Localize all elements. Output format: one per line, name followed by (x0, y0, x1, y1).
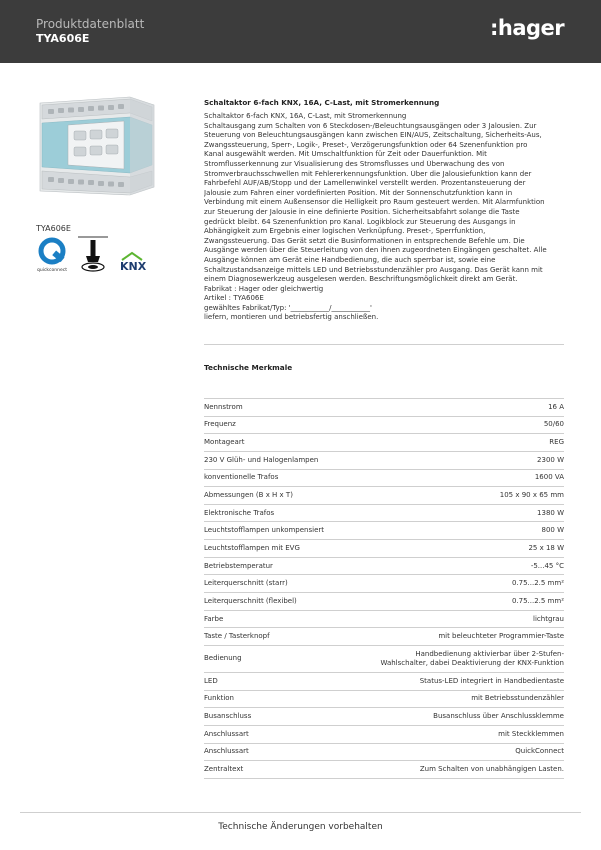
description-line: Abhängigkeit zum Ergebnis einer logischen Verknüpfung. Preset-, Sperrfunktion, (204, 227, 486, 236)
spec-value: mit Steckklemmen (498, 729, 564, 738)
spec-value: lichtgrau (533, 614, 564, 623)
footer-note: Technische Änderungen vorbehalten (218, 822, 383, 832)
spec-value: -5...45 °C (530, 561, 564, 570)
spec-label: Nennstrom (204, 402, 243, 411)
spec-label: Betriebstemperatur (204, 561, 273, 570)
knx-icon (118, 236, 158, 274)
spec-value: Status-LED integriert in Handbedientaste (419, 676, 564, 685)
spec-row (204, 399, 564, 417)
spec-row (204, 628, 564, 646)
document-code: TYA606E (36, 32, 90, 45)
hager-logo (490, 16, 570, 44)
spec-row (204, 487, 564, 505)
description-line: Jalousie zum Fahren einer vordefinierten Position. Mit der Sonnenschutzfunktion kann in (204, 188, 513, 197)
spec-row (204, 522, 564, 540)
spec-row (204, 672, 564, 690)
spec-label: Leiterquerschnitt (starr) (204, 579, 288, 588)
spec-row (204, 451, 564, 469)
spec-value: mit Betriebsstundenzähler (471, 694, 564, 703)
description-line: gewähltes Fabrikat/Typ: '___________/___________' (204, 303, 372, 312)
description-line: einem Diagnosewerkzeug ausgelesen werden. Beschriftungsmöglichkeit direkt am Gerät. (204, 275, 518, 284)
logo-text: :hager (490, 16, 565, 40)
spec-label: LED (204, 676, 218, 685)
spec-value: QuickConnect (515, 747, 564, 756)
description-line: Steuerung von Beleuchtungsausgängen kann zwischen EIN/AUS, Zeitschaltung, Sicherheits-Aus, (204, 131, 542, 140)
spec-row (204, 645, 564, 672)
section-divider (204, 344, 564, 345)
description-line: Kanal ausgewählt werden. Mit Umschaltfunktion für Zeit oder Dauerfunktion. Mit (204, 150, 487, 159)
description-line: Schaltausgang zum Schalten von 6 Steckdosen-/Beleuchtungsausgängen oder 3 Jalousien. Zur (204, 121, 537, 130)
knx-label: KNX (120, 260, 147, 273)
spec-value: 0.75...2.5 mm² (511, 596, 564, 605)
spec-value (346, 645, 564, 672)
page-header (0, 0, 601, 63)
spec-value: REG (549, 438, 564, 447)
spec-label: Busanschluss (204, 712, 252, 721)
spec-row (204, 610, 564, 628)
spec-label: Abmessungen (B x H x T) (204, 491, 293, 500)
spec-value: 16 A (548, 402, 564, 411)
spec-label: 230 V Glüh- und Halogenlampen (204, 455, 319, 464)
spec-label: konventionelle Trafos (204, 473, 279, 482)
spec-value: 50/60 (543, 420, 564, 429)
description-line: liefern, montieren und betriebsfertig anschließen. (204, 313, 379, 322)
description-line: Fabrikat : Hager oder gleichwertig (204, 284, 324, 293)
spec-row (204, 690, 564, 708)
description-line: Zwangssteuerung. Das Gerät setzt die Businformationen in entsprechende Befehle um. Die (204, 236, 525, 245)
spec-row (204, 743, 564, 761)
spec-value: Zum Schalten von unabhängigen Lasten. (419, 764, 564, 773)
spec-value-line: Handbedienung aktivierbar über 2-Stufen- (415, 649, 564, 658)
spec-label: Funktion (204, 694, 234, 703)
spec-value: mit beleuchteter Programmier-Taste (438, 632, 564, 641)
spec-value: 105 x 90 x 65 mm (499, 491, 564, 500)
description-line: Schaltzustandsanzeige mittels LED und Betriebsstundenzähler pro Ausgang. Das Gerät kann mit (204, 265, 543, 274)
spec-row (204, 761, 564, 779)
description-line: Fahrbefehl AUF/AB/Stopp und der Lamellenwinkel verstellt werden. Prozentansteuerung der (204, 179, 526, 188)
description-line: Artikel : TYA606E (204, 294, 264, 303)
spec-row (204, 708, 564, 726)
spec-row (204, 725, 564, 743)
spec-label: Anschlussart (204, 747, 249, 756)
spec-value-line: Wahlschalter, dabei Deaktivierung der KNX-Funktion (380, 658, 564, 667)
spec-row (204, 540, 564, 558)
spec-row (204, 416, 564, 434)
specs-table (204, 398, 564, 779)
spec-value: 1600 VA (534, 473, 564, 482)
screwdriver-icon (78, 236, 108, 274)
footer-divider (20, 812, 581, 813)
description-line: Stromflusserkennung zur Visualisierung des Stromsflusses und Überwachung des von (204, 159, 505, 168)
spec-label: Anschlussart (204, 729, 249, 738)
product-description (204, 112, 566, 323)
spec-label: Frequenz (204, 420, 236, 429)
description-line: Verbindung mit einem Außensensor die Helligkeit pro Raum gesteuert werden. Mit Alarmfunktion (204, 198, 545, 207)
spec-value: 800 W (541, 526, 564, 535)
feature-icons (36, 236, 161, 276)
spec-label: Elektronische Trafos (204, 508, 275, 517)
spec-value: 2300 W (537, 455, 564, 464)
description-line: Schaltaktor 6-fach KNX, 16A, C-Last, mit Stromerkennung (204, 112, 407, 120)
spec-label: Farbe (204, 614, 224, 623)
product-description-block (204, 98, 566, 323)
product-title: Schaltaktor 6-fach KNX, 16A, C-Last, mit Stromerkennung (204, 98, 440, 107)
spec-label: Bedienung (204, 654, 242, 663)
description-line: Ausgänge werden über die Steuerleitung von den ihnen zugeordneten Eingängen geschaltet. Alle (204, 246, 547, 255)
description-line: Stromverbrauchsschwellen mit Fehlererkennungsfunktion. Über die Jalousiefunktion kann der (204, 169, 532, 178)
description-line: gedrückt bleibt. 64 Szenenfunktion pro Kanal. Logikblock zur Steuerung des Ausgangs in (204, 217, 516, 226)
spec-value: Busanschluss über Anschlussklemme (433, 712, 564, 721)
quickconnect-label: quickconnect (37, 268, 67, 273)
product-photo (34, 95, 158, 200)
spec-row (204, 434, 564, 452)
description-line: Zwangssteuerung, Sperr-, Logik-, Preset-, Verzögerungsfunktion oder 64 Szenenfunktion pro (204, 140, 528, 149)
spec-label: Leiterquerschnitt (flexibel) (204, 596, 297, 605)
spec-label: Leuchtstofflampen unkompensiert (204, 526, 324, 535)
spec-row (204, 557, 564, 575)
spec-row (204, 575, 564, 593)
spec-value: 25 x 18 W (528, 543, 564, 552)
spec-row (204, 504, 564, 522)
description-line: zur Steuerung der Jalousie in eine definierte Position. Sicherheitsabfahrt solange die Taste (204, 207, 520, 216)
spec-row (204, 469, 564, 487)
document-type: Produktdatenblatt (36, 17, 145, 31)
spec-value: 0.75...2.5 mm² (511, 579, 564, 588)
spec-label: Taste / Tasterknopf (204, 632, 270, 641)
specs-section-title: Technische Merkmale (204, 363, 293, 372)
spec-label: Zentraltext (204, 764, 244, 773)
product-code-label: TYA606E (36, 224, 71, 233)
description-line: Ausgänge können am Gerät eine Handbedienung, die auch sperrbar ist, sowie eine (204, 255, 496, 264)
spec-label: Leuchtstofflampen mit EVG (204, 543, 300, 552)
spec-label: Montageart (204, 438, 245, 447)
spec-value: 1380 W (537, 508, 564, 517)
spec-row (204, 593, 564, 611)
quickconnect-icon (36, 236, 68, 274)
